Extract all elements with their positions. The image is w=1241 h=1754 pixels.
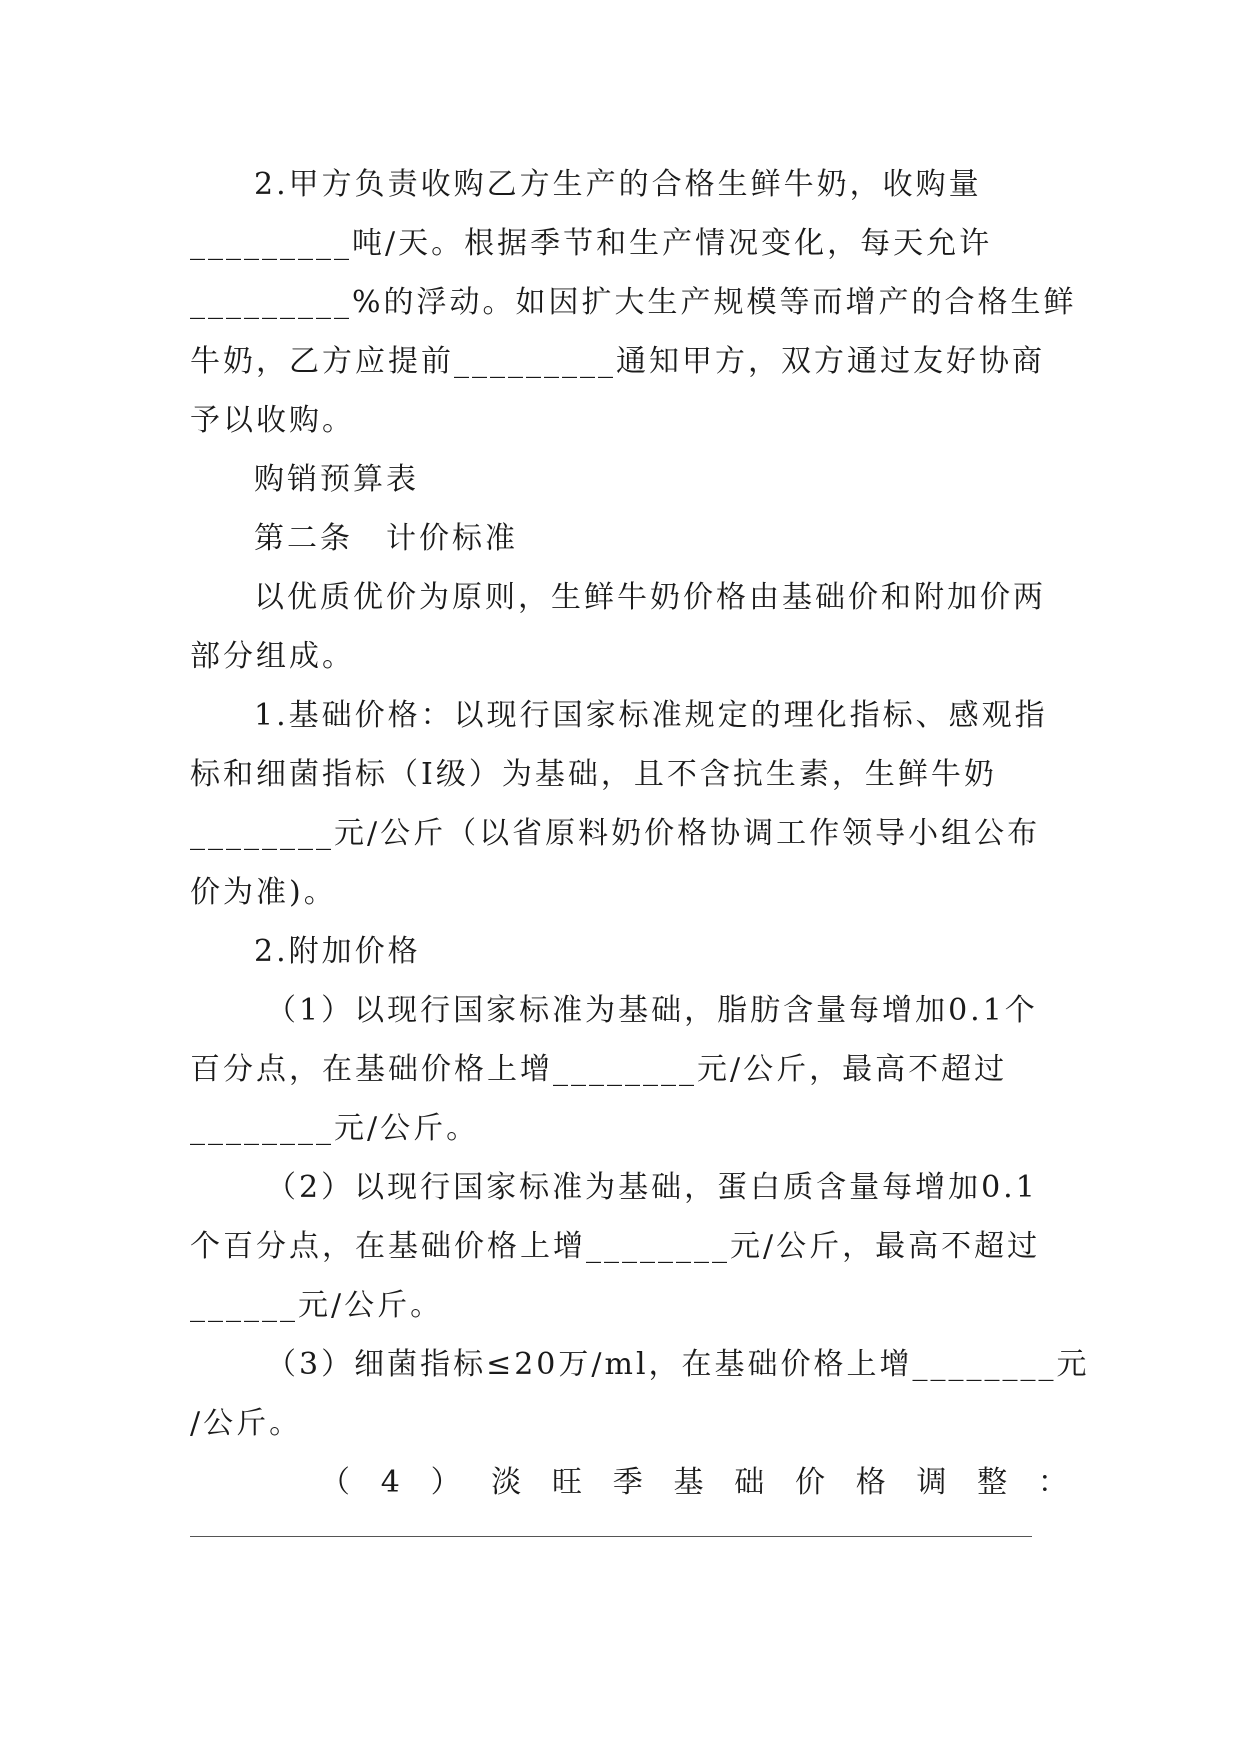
line-char: ：: [1037, 1465, 1068, 1500]
paragraph-line: _________%的浮动。如因扩大生产规模等而增产的合格生鲜: [190, 285, 1077, 320]
paragraph-line: （2）以现行国家标准为基础，蛋白质含量每增加0.1: [266, 1170, 1038, 1205]
line-char: ）: [430, 1465, 461, 1500]
paragraph-line: 百分点，在基础价格上增________元/公斤，最高不超过: [190, 1052, 1008, 1087]
paragraph-line: ______元/公斤。: [190, 1288, 444, 1323]
line-char: 格: [855, 1465, 886, 1500]
fill-in-blank-line: [190, 1536, 1032, 1537]
line-char: 价: [794, 1465, 825, 1500]
section-heading: 购销预算表: [254, 462, 419, 497]
paragraph-line: ________元/公斤。: [190, 1111, 480, 1146]
line-char: 整: [977, 1465, 1008, 1500]
justified-line: [320, 1463, 1068, 1503]
line-char: 4: [380, 1465, 400, 1500]
line-char: 基: [673, 1465, 704, 1500]
paragraph-line: 1.基础价格：以现行国家标准规定的理化指标、感观指: [254, 698, 1048, 733]
line-char: 础: [734, 1465, 765, 1500]
line-char: （: [320, 1465, 350, 1500]
paragraph-line: 2.甲方负责收购乙方生产的合格生鲜牛奶，收购量: [254, 167, 982, 202]
paragraph-line: 以优质优价为原则，生鲜牛奶价格由基础价和附加价两: [254, 580, 1046, 615]
paragraph-line: 予以收购。: [190, 403, 355, 438]
line-char: 调: [916, 1465, 947, 1500]
line-char: 旺: [552, 1465, 583, 1500]
subsection-heading: 2.附加价格: [254, 934, 421, 969]
paragraph-line: （3）细菌指标≤20万/ml，在基础价格上增________元: [266, 1347, 1090, 1382]
paragraph-line: 牛奶，乙方应提前_________通知甲方，双方通过友好协商: [190, 344, 1045, 379]
paragraph-line: /公斤。: [190, 1406, 303, 1441]
paragraph-line: 部分组成。: [190, 639, 355, 674]
article-heading: 第二条 计价标准: [254, 521, 518, 556]
paragraph-line: 价为准)。: [190, 875, 337, 910]
paragraph-line: 标和细菌指标（Ⅰ级）为基础，且不含抗生素，生鲜牛奶: [190, 757, 997, 792]
line-char: 季: [612, 1465, 643, 1500]
paragraph-line: ________元/公斤（以省原料奶价格协调工作领导小组公布: [190, 816, 1041, 851]
paragraph-line: 个百分点，在基础价格上增________元/公斤，最高不超过: [190, 1229, 1041, 1264]
paragraph-line: （1）以现行国家标准为基础，脂肪含量每增加0.1个: [266, 993, 1038, 1028]
paragraph-line: _________吨/天。根据季节和生产情况变化，每天允许: [190, 226, 993, 261]
line-char: 淡: [491, 1465, 522, 1500]
